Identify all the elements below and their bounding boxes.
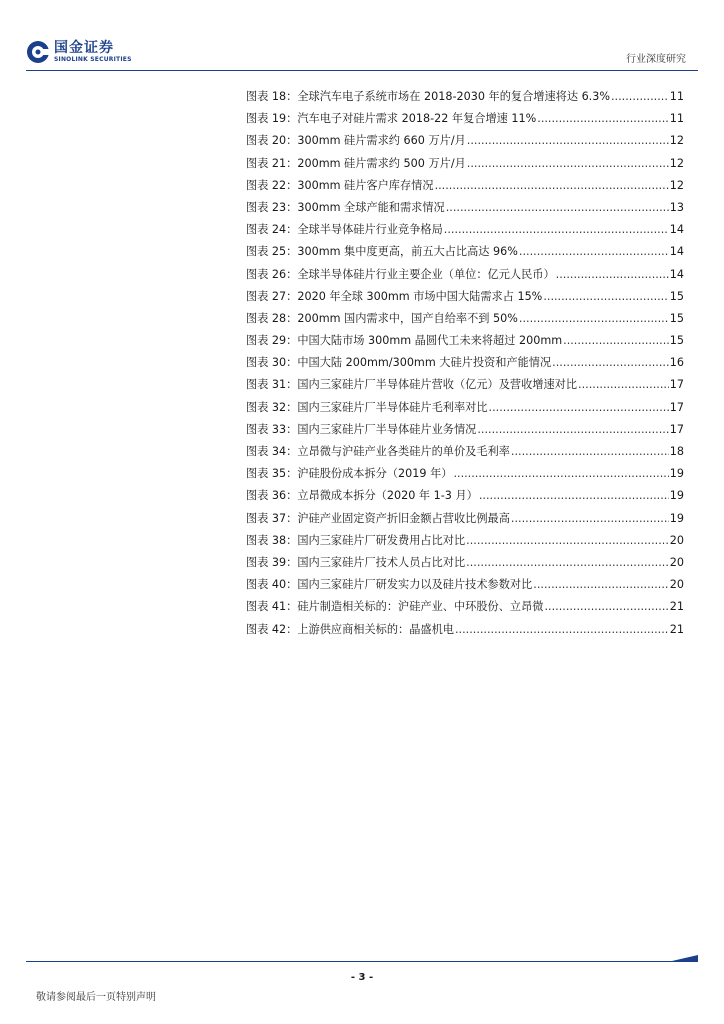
- toc-entry-title: 图表 26：全球半导体硅片行业主要企业（单位：亿元人民币）: [246, 267, 555, 281]
- toc-entry[interactable]: [246, 177, 684, 199]
- toc-entry-title: 图表 31：国内三家硅片厂半导体硅片营收（亿元）及营收增速对比: [246, 378, 578, 392]
- toc-entry[interactable]: [246, 510, 684, 532]
- toc-entry[interactable]: [246, 421, 684, 443]
- toc-entry-page: 20: [669, 578, 684, 592]
- toc-dot-leader: [453, 467, 668, 480]
- toc-entry[interactable]: [246, 532, 684, 554]
- sinolink-logo-icon: [26, 40, 50, 64]
- toc-entry-page: 17: [669, 400, 684, 414]
- toc-entry[interactable]: [246, 598, 684, 620]
- toc-entry[interactable]: [246, 88, 684, 110]
- toc-entry-page: 19: [669, 467, 684, 481]
- report-type-label: 行业深度研究: [626, 54, 686, 65]
- toc-entry[interactable]: [246, 376, 684, 398]
- toc-dot-leader: [467, 157, 669, 170]
- toc-entry-title: 图表 38：国内三家硅片厂研发费用占比对比: [246, 533, 466, 547]
- toc-entry[interactable]: [246, 465, 684, 487]
- toc-entry-title: 图表 30：中国大陆 200mm/300mm 大硅片投资和产能情况: [246, 356, 552, 370]
- toc-entry-page: 20: [669, 533, 684, 547]
- toc-dot-leader: [519, 245, 669, 258]
- toc-entry-title: 图表 22：300mm 硅片客户库存情况: [246, 178, 434, 192]
- toc-entry[interactable]: [246, 221, 684, 243]
- page-number: - 3 -: [350, 972, 374, 983]
- toc-entry-title: 图表 36：立昂微成本拆分（2020 年 1-3 月）: [246, 489, 478, 503]
- toc-entry-page: 11: [669, 112, 684, 126]
- toc-entry-title: 图表 33：国内三家硅片厂半导体硅片业务情况: [246, 422, 477, 436]
- footer-divider: [26, 961, 698, 962]
- toc-dot-leader: [489, 401, 669, 414]
- toc-entry-title: 图表 21：200mm 硅片需求约 500 万片/月: [246, 156, 466, 170]
- toc-entry[interactable]: [246, 288, 684, 310]
- toc-entry-page: 17: [669, 422, 684, 436]
- toc-entry[interactable]: [246, 310, 684, 332]
- figure-index-list: [246, 88, 684, 643]
- toc-entry[interactable]: [246, 576, 684, 598]
- toc-dot-leader: [556, 268, 669, 281]
- toc-dot-leader: [466, 556, 669, 569]
- toc-entry-title: 图表 18：全球汽车电子系统市场在 2018-2030 年的复合增速将达 6.3%: [246, 90, 610, 103]
- toc-entry-page: 15: [669, 334, 684, 348]
- toc-entry[interactable]: [246, 554, 684, 576]
- toc-entry[interactable]: [246, 399, 684, 421]
- toc-entry[interactable]: [246, 132, 684, 154]
- toc-entry-title: 图表 42：上游供应商相关标的：晶盛机电: [246, 622, 454, 636]
- toc-entry[interactable]: [246, 621, 684, 643]
- toc-dot-leader: [533, 578, 668, 591]
- toc-dot-leader: [511, 445, 669, 458]
- toc-dot-leader: [519, 312, 669, 325]
- toc-entry[interactable]: [246, 110, 684, 132]
- toc-entry-title: 图表 20：300mm 硅片需求约 660 万片/月: [246, 134, 466, 148]
- toc-entry-title: 图表 34：立昂微与沪硅产业各类硅片的单价及毛利率: [246, 445, 510, 458]
- toc-dot-leader: [444, 223, 669, 236]
- toc-entry-page: 14: [669, 267, 684, 281]
- toc-dot-leader: [578, 378, 669, 391]
- toc-entry-title: 图表 35：沪硅股份成本拆分（2019 年）: [246, 467, 453, 481]
- toc-entry-title: 图表 23：300mm 全球产能和需求情况: [246, 200, 445, 214]
- toc-entry-title: 图表 28：200mm 国内需求中，国产自给率不到 50%: [246, 311, 518, 325]
- toc-dot-leader: [477, 423, 668, 436]
- footer-arrow-decoration: [672, 955, 698, 961]
- header-divider: [26, 70, 698, 71]
- toc-dot-leader: [543, 290, 668, 303]
- toc-entry-title: 图表 41：硅片制造相关标的：沪硅产业、中环股份、立昂微: [246, 600, 544, 614]
- toc-dot-leader: [563, 334, 669, 347]
- toc-entry-page: 11: [669, 90, 684, 103]
- toc-entry-page: 12: [669, 178, 684, 192]
- toc-dot-leader: [511, 512, 669, 525]
- logo-chinese-name: 国金证券: [54, 40, 114, 56]
- toc-entry-title: 图表 19：汽车电子对硅片需求 2018-22 年复合增速 11%: [246, 112, 537, 126]
- logo-english-name: SINOLINK SECURITIES: [54, 56, 132, 63]
- toc-entry-title: 图表 29：中国大陆市场 300mm 晶圆代工未来将超过 200mm: [246, 334, 563, 348]
- toc-dot-leader: [611, 90, 669, 103]
- toc-entry[interactable]: [246, 332, 684, 354]
- toc-entry-page: 15: [669, 311, 684, 325]
- toc-entry-page: 21: [669, 600, 684, 614]
- toc-entry[interactable]: [246, 354, 684, 376]
- toc-entry-page: 12: [669, 156, 684, 170]
- toc-entry[interactable]: [246, 443, 684, 465]
- toc-dot-leader: [455, 623, 669, 636]
- toc-dot-leader: [467, 134, 669, 147]
- toc-entry-title: 图表 25：300mm 集中度更高，前五大占比高达 96%: [246, 245, 518, 259]
- toc-entry-title: 图表 40：国内三家硅片厂研发实力以及硅片技术参数对比: [246, 578, 533, 592]
- toc-entry-title: 图表 27：2020 年全球 300mm 市场中国大陆需求占 15%: [246, 289, 543, 303]
- toc-entry-page: 14: [669, 245, 684, 259]
- toc-dot-leader: [552, 356, 669, 369]
- toc-dot-leader: [435, 179, 669, 192]
- toc-entry-page: 15: [669, 289, 684, 303]
- toc-entry[interactable]: [246, 266, 684, 288]
- toc-entry-page: 18: [669, 445, 684, 458]
- toc-dot-leader: [479, 489, 669, 502]
- toc-entry-title: 图表 37：沪硅产业固定资产折旧金额占营收比例最高: [246, 511, 510, 525]
- toc-dot-leader: [544, 600, 668, 613]
- toc-entry-title: 图表 24：全球半导体硅片行业竞争格局: [246, 223, 443, 237]
- toc-dot-leader: [466, 534, 669, 547]
- disclaimer-note: 敬请参阅最后一页特别声明: [36, 992, 156, 1003]
- toc-entry-page: 20: [669, 555, 684, 569]
- toc-entry-page: 21: [669, 622, 684, 636]
- toc-entry-page: 17: [669, 378, 684, 392]
- toc-dot-leader: [537, 112, 668, 125]
- toc-entry[interactable]: [246, 155, 684, 177]
- toc-entry-title: 图表 39：国内三家硅片厂技术人员占比对比: [246, 555, 466, 569]
- toc-entry-page: 12: [669, 134, 684, 148]
- company-logo: [26, 40, 132, 64]
- toc-entry[interactable]: [246, 199, 684, 221]
- toc-dot-leader: [446, 201, 669, 214]
- toc-entry-page: 19: [669, 489, 684, 503]
- toc-entry-page: 14: [669, 223, 684, 237]
- toc-entry-page: 13: [669, 200, 684, 214]
- toc-entry-page: 19: [669, 511, 684, 525]
- toc-entry[interactable]: [246, 243, 684, 265]
- toc-entry-page: 16: [669, 356, 684, 370]
- toc-entry[interactable]: [246, 487, 684, 509]
- page-header: [26, 40, 698, 68]
- toc-entry-title: 图表 32：国内三家硅片厂半导体硅片毛利率对比: [246, 400, 488, 414]
